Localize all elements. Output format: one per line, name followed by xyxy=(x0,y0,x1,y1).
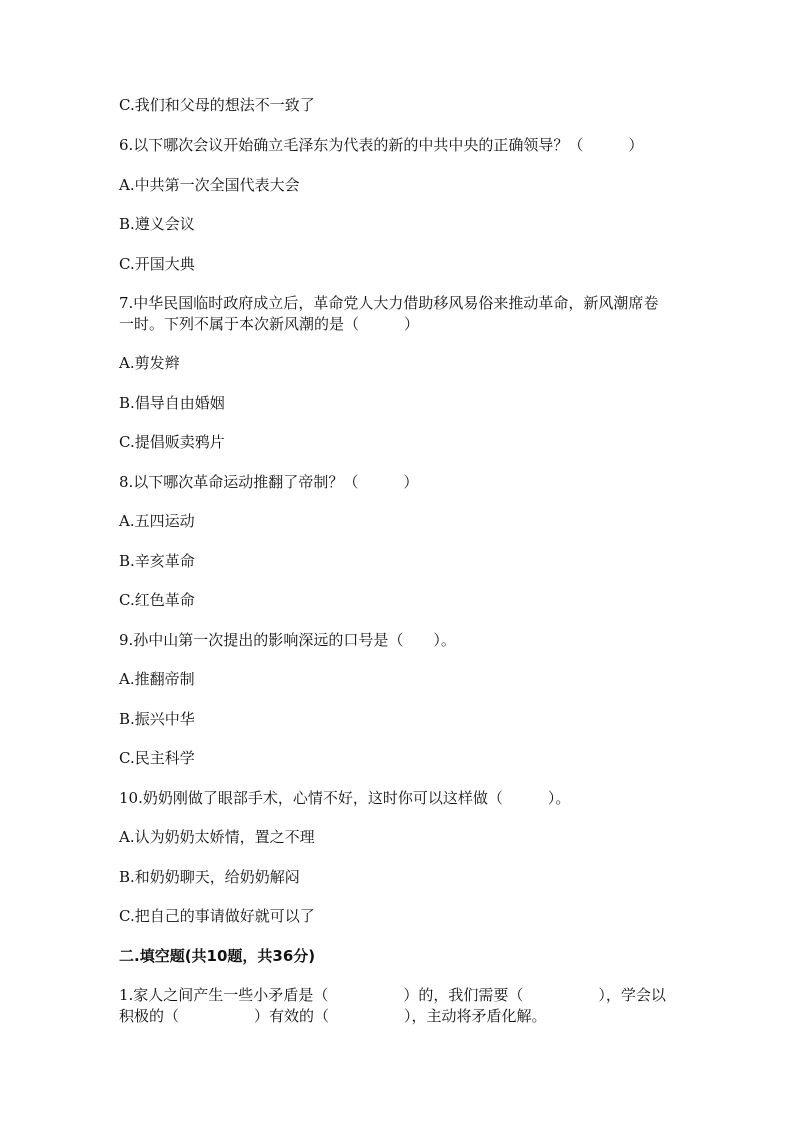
q7-option-c: C.提倡贩卖鸦片 xyxy=(119,433,225,451)
q8-option-a: A.五四运动 xyxy=(119,512,195,530)
q6-option-c: C.开国大典 xyxy=(119,255,195,273)
q6-option-a: A.中共第一次全国代表大会 xyxy=(119,176,300,194)
q8-stem: 8.以下哪次革命运动推翻了帝制？（ ） xyxy=(119,473,419,491)
q6-option-b: B.遵义会议 xyxy=(119,215,195,233)
q10-option-b: B.和奶奶聊天，给奶奶解闷 xyxy=(119,868,300,886)
q8-option-b: B.辛亥革命 xyxy=(119,552,195,570)
q7-option-a: A.剪发辫 xyxy=(119,354,180,372)
q5-option-c: C.我们和父母的想法不一致了 xyxy=(119,96,315,114)
q6-stem: 6.以下哪次会议开始确立毛泽东为代表的新的中共中央的正确领导？（ ） xyxy=(119,136,644,154)
q9-option-b: B.振兴中华 xyxy=(119,710,195,728)
q10-stem: 10.奶奶刚做了眼部手术，心情不好，这时你可以这样做（ ）。 xyxy=(119,789,571,807)
q7-option-b: B.倡导自由婚姻 xyxy=(119,394,225,412)
q10-option-a: A.认为奶奶太娇情，置之不理 xyxy=(119,828,315,846)
q7-stem: 7.中华民国临时政府成立后，革命党人大力借助移风易俗来推动革命，新风潮席卷一时。下列不属于本次新风潮的是（ ） xyxy=(119,294,659,333)
q8-option-c: C.红色革命 xyxy=(119,591,195,609)
fill-in-q1: 1.家人之间产生一些小矛盾是（ ）的，我们需要（ ），学会以积极的（ ）有效的（ ），主动将矛盾化解。 xyxy=(119,986,666,1025)
section-heading-fill-in: 二.填空题(共10题，共36分) xyxy=(119,947,316,965)
q10-option-c: C.把自己的事请做好就可以了 xyxy=(119,907,315,925)
q9-option-c: C.民主科学 xyxy=(119,749,195,767)
q9-stem: 9.孙中山第一次提出的影响深远的口号是（ ）。 xyxy=(119,631,456,649)
q9-option-a: A.推翻帝制 xyxy=(119,670,195,688)
